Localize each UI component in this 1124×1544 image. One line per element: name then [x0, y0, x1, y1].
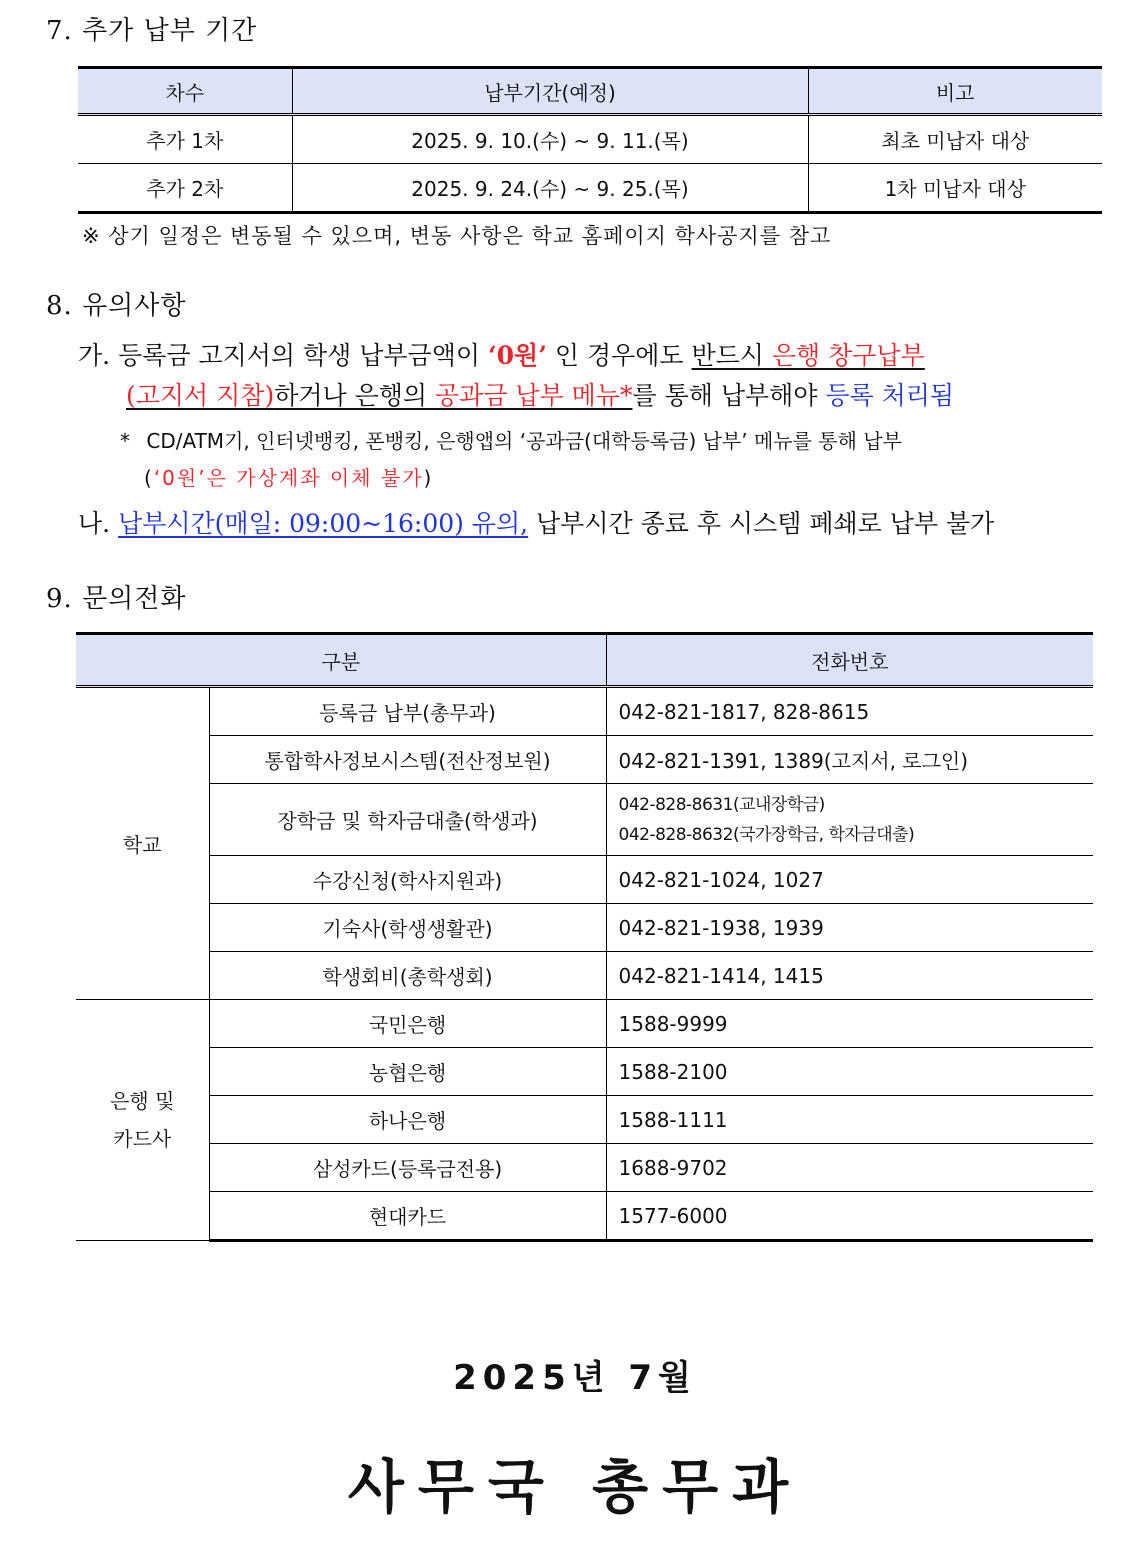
- phone-line: 042-828-8631(교내장학금): [618, 794, 825, 815]
- phone-cell: 1588-9999: [606, 1000, 1093, 1048]
- note-paren-close: ): [423, 466, 434, 490]
- utility-payment-menu: 공과금 납부 메뉴*: [435, 381, 633, 410]
- note-cell: 1차 미납자 대상: [808, 164, 1102, 213]
- dept-cell: 국민은행: [209, 1000, 606, 1048]
- table-row: [76, 1048, 1093, 1096]
- contact-table: [76, 632, 1093, 1242]
- notice-item-a-line1: [78, 336, 925, 372]
- virtual-account-warning: ‘0원’은 가상계좌 이체 불가: [153, 466, 424, 490]
- bank-counter-payment: 은행 창구납부: [771, 341, 925, 370]
- item-a-text2: 인 경우에도: [546, 341, 692, 370]
- dept-cell: 농협은행: [209, 1048, 606, 1096]
- dept-cell: 학생회비(총학생회): [209, 952, 606, 1000]
- header-category: 구분: [76, 634, 606, 687]
- table-header-row: [78, 68, 1102, 115]
- dept-cell: 등록금 납부(총무과): [209, 687, 606, 736]
- round-cell: 추가 1차: [78, 115, 292, 164]
- group-bank-card: [76, 1000, 209, 1241]
- phone-cell: [606, 784, 1093, 856]
- item-a-marker: 가.: [78, 341, 111, 370]
- note-text: CD/ATM기, 인터넷뱅킹, 폰뱅킹, 은행앱의 ‘공과금(대학등록금) 납부’ 메뉴를 통해 납부: [146, 429, 902, 453]
- dept-cell: 수강신청(학사지원과): [209, 856, 606, 904]
- issuing-office: 사무국 총무과: [347, 1453, 803, 1521]
- table-row: [76, 1096, 1093, 1144]
- note-paren-open: (: [144, 466, 154, 490]
- table-row: [76, 736, 1093, 784]
- phone-cell: 042-821-1817, 828-8615: [606, 687, 1093, 736]
- item-a-text5: 를 통해 납부해야: [632, 381, 826, 410]
- notice-item-b: [78, 504, 994, 540]
- bring-bill: (고지서 지참): [126, 381, 275, 410]
- table-row: [76, 687, 1093, 736]
- phone-cell: 042-821-1414, 1415: [606, 952, 1093, 1000]
- header-note: 비고: [808, 68, 1102, 115]
- phone-cell: 1588-2100: [606, 1048, 1093, 1096]
- group-bank-line2: 카드사: [113, 1127, 172, 1151]
- table-row: [76, 904, 1093, 952]
- group-bank-line1: 은행 및: [110, 1089, 175, 1113]
- phone-line: 042-828-8632(국가장학금, 학자금대출): [618, 824, 915, 845]
- header-round: 차수: [78, 68, 292, 115]
- dept-cell: 장학금 및 학자금대출(학생과): [209, 784, 606, 856]
- registration-processed: 등록 처리됨: [825, 381, 955, 410]
- zero-amount: ‘0원’: [487, 341, 547, 370]
- dept-cell: 통합학사정보시스템(전산정보원): [209, 736, 606, 784]
- dept-cell: 기숙사(학생생활관): [209, 904, 606, 952]
- period-cell: 2025. 9. 24.(수) ~ 9. 25.(목): [292, 164, 808, 213]
- round-cell: 추가 2차: [78, 164, 292, 213]
- dept-cell: 삼성카드(등록금전용): [209, 1144, 606, 1192]
- item-a-text3: 반드시: [691, 341, 772, 370]
- section8-heading: 8. 유의사항: [46, 291, 187, 321]
- item-a-text1: 등록금 고지서의 학생 납부금액이: [118, 341, 488, 370]
- schedule-footnote: ※ 상기 일정은 변동될 수 있으며, 변동 사항은 학교 홈페이지 학사공지를 참고: [82, 224, 832, 248]
- table-row: [78, 164, 1102, 213]
- group-school: 학교: [76, 687, 209, 1000]
- dept-cell: 현대카드: [209, 1192, 606, 1241]
- item-b-marker: 나.: [78, 509, 111, 538]
- item-b-rest: 납부시간 종료 후 시스템 폐쇄로 납부 불가: [528, 509, 995, 538]
- table-row: [78, 115, 1102, 164]
- table-row: [76, 1192, 1093, 1241]
- table-row: [76, 856, 1093, 904]
- payment-hours: 납부시간(매일: 09:00~16:00) 유의,: [118, 509, 529, 538]
- phone-cell: 042-821-1938, 1939: [606, 904, 1093, 952]
- table-header-row: [76, 634, 1093, 687]
- payment-period-table: [78, 66, 1102, 214]
- header-period: 납부기간(예정): [292, 68, 808, 115]
- phone-cell: 1588-1111: [606, 1096, 1093, 1144]
- phone-cell: 042-821-1024, 1027: [606, 856, 1093, 904]
- notice-item-a-line2: [126, 376, 954, 412]
- phone-cell: 042-821-1391, 1389(고지서, 로그인): [606, 736, 1093, 784]
- dept-cell: 하나은행: [209, 1096, 606, 1144]
- table-row: [76, 784, 1093, 856]
- header-phone: 전화번호: [606, 634, 1093, 687]
- phone-cell: 1688-9702: [606, 1144, 1093, 1192]
- table-row: [76, 1144, 1093, 1192]
- period-cell: 2025. 9. 10.(수) ~ 9. 11.(목): [292, 115, 808, 164]
- phone-cell: 1577-6000: [606, 1192, 1093, 1241]
- section7-heading: 7. 추가 납부 기간: [46, 16, 258, 46]
- table-row: [76, 1000, 1093, 1048]
- issue-date: 2025년 7월: [453, 1358, 697, 1398]
- note-star: *: [120, 429, 130, 453]
- notice-item-a-note: [120, 425, 902, 454]
- section9-heading: 9. 문의전화: [46, 584, 187, 614]
- notice-item-a-note2: [144, 462, 433, 491]
- item-a-text4: 하거나 은행의: [274, 381, 436, 410]
- table-row: [76, 952, 1093, 1000]
- note-cell: 최초 미납자 대상: [808, 115, 1102, 164]
